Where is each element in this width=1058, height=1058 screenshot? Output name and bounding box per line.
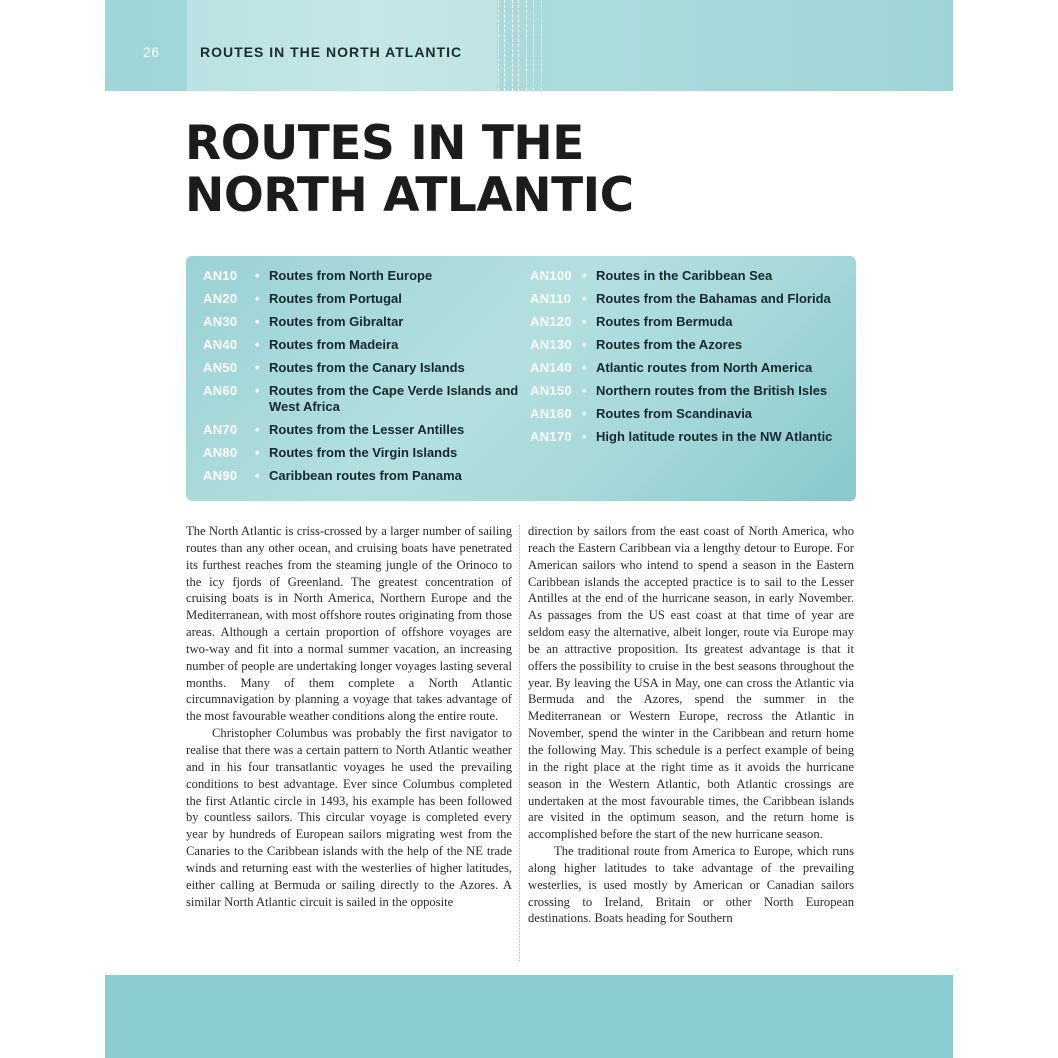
route-code: AN140 (530, 360, 572, 375)
page (105, 0, 953, 1058)
header-dash-line (498, 0, 499, 91)
bullet-icon: • (255, 337, 260, 352)
bullet-icon: • (255, 268, 260, 283)
route-label: Routes from the Lesser Antilles (269, 422, 465, 437)
route-index-item (203, 314, 523, 330)
route-index-item (203, 268, 523, 284)
bullet-icon: • (582, 337, 587, 352)
bullet-icon: • (582, 291, 587, 306)
header-dash-line (504, 0, 505, 91)
bullet-icon: • (255, 422, 260, 437)
route-code: AN10 (203, 268, 238, 283)
route-index-box (186, 256, 856, 501)
route-label: Routes from North Europe (269, 268, 433, 283)
route-index-item (203, 383, 523, 415)
route-label: Caribbean routes from Panama (269, 468, 462, 483)
bullet-icon: • (255, 360, 260, 375)
route-index-item (530, 314, 850, 330)
bullet-icon: • (255, 291, 260, 306)
route-index-item (530, 337, 850, 353)
bullet-icon: • (255, 445, 260, 460)
route-code: AN150 (530, 383, 572, 398)
route-label: Routes from the Virgin Islands (269, 445, 458, 460)
route-code: AN160 (530, 406, 572, 421)
header-dash-line (518, 0, 519, 91)
route-code: AN170 (530, 429, 572, 444)
chapter-title-line: NORTH ATLANTIC (185, 168, 634, 223)
route-label: Atlantic routes from North America (596, 360, 813, 375)
route-index-item (530, 268, 850, 284)
route-code: AN110 (530, 291, 572, 306)
route-label: Routes from the Canary Islands (269, 360, 465, 375)
header-dash-line (541, 0, 542, 91)
body-paragraph: The traditional route from America to Europe, which runs along higher latitudes to take advantage of the prevailing westerlies, is used mostly by American or Canadian sailors crossing to Ireland, Britain or other North European destinations. Boats heading for Southern (528, 844, 854, 926)
route-index-item (530, 429, 850, 445)
route-index-item (203, 422, 523, 438)
route-label: Routes from the Cape Verde Islands and West Africa (269, 383, 519, 414)
route-index-item (203, 360, 523, 376)
header-dash-line (526, 0, 527, 91)
bullet-icon: • (255, 383, 260, 398)
route-index-item (530, 406, 850, 422)
route-label: High latitude routes in the NW Atlantic (596, 429, 833, 444)
page-number: 26 (143, 44, 160, 60)
route-index-item (203, 468, 523, 484)
route-code: AN70 (203, 422, 238, 437)
column-divider (519, 525, 520, 961)
route-index-right-column (530, 268, 850, 452)
route-code: AN80 (203, 445, 238, 460)
route-code: AN20 (203, 291, 238, 306)
route-code: AN90 (203, 468, 238, 483)
route-index-item (203, 337, 523, 353)
route-index-item (530, 291, 850, 307)
route-label: Routes from the Azores (596, 337, 743, 352)
body-paragraph: The North Atlantic is criss-crossed by a larger number of sailing routes than any other ocean, and cruising boats have penetrated its furthest reaches from the steaming jungle of the Orinoco to the icy fjords of Greenland. The greatest concentration of cruising boats is in North America, Northern Europe and the Mediterranean, with most offshore routes originating from those areas. Although a certain proportion of offshore voyages are two-way and fit into a normal summer vacation, an increasing number of people are undertaking longer voyages lasting several months. Many of them complete a North Atlantic circumnavigation by planning a voyage that takes advantage of the most favourable weather conditions along the entire route. (186, 524, 512, 724)
page-header (105, 0, 953, 91)
route-code: AN30 (203, 314, 238, 329)
body-text-left-column (186, 523, 512, 910)
route-code: AN50 (203, 360, 238, 375)
bullet-icon: • (582, 429, 587, 444)
bullet-icon: • (582, 406, 587, 421)
route-index-item (530, 360, 850, 376)
route-index-left-column (203, 268, 523, 491)
route-index-item (530, 383, 850, 399)
bullet-icon: • (255, 314, 260, 329)
body-text-right-column (528, 523, 854, 927)
running-head: ROUTES IN THE NORTH ATLANTIC (200, 44, 463, 60)
route-index-item (203, 291, 523, 307)
chapter-title-line: ROUTES IN THE (185, 116, 584, 171)
route-label: Northern routes from the British Isles (596, 383, 828, 398)
route-label: Routes from the Bahamas and Florida (596, 291, 831, 306)
route-index-item (203, 445, 523, 461)
body-paragraph: Christopher Columbus was probably the first navigator to realise that there was a certain pattern to North Atlantic weather and in his four transatlantic voyages he used the prevailing conditions to best advantage. Ever since Columbus completed the first Atlantic circle in 1493, his example has been followed by countless sailors. This circular voyage is completed every year by hundreds of European sailors migrating west from the Canaries to the Caribbean islands with the help of the NE trade winds and returning east with the westerlies of higher latitudes, either calling at Bermuda or sailing directly to the Azores. A similar North Atlantic circuit is sailed in the opposite (186, 726, 512, 909)
route-label: Routes from Scandinavia (596, 406, 753, 421)
body-paragraph: direction by sailors from the east coast of North America, who reach the Eastern Caribbean via a lengthy detour to Europe. For American sailors who intend to spend a season in the Eastern Caribbean islands the accepted practice is to sail to the Lesser Antilles at the end of the hurricane season, in early November. As passages from the US east coast at that time of year are seldom easy the alternative, albeit longer, route via Europe may be an attractive proposition. Its greatest advantage is that it offers the possibility to cruise in the best seasons throughout the year. By leaving the USA in May, one can cross the Atlantic via Bermuda and the Azores, spend the summer in the Mediterranean or Western Europe, recross the Atlantic in November, spend the winter in the Caribbean and return home the following May. This schedule is a perfect example of being in the right place at the right time as it avoids the hurricane season in the Western Atlantic, both Atlantic crossings are undertaken at the most favourable times, the Caribbean islands are visited in the optimum season, and the return home is accomplished before the start of the new hurricane season. (528, 524, 854, 842)
page-footer-band (105, 975, 953, 1058)
route-label: Routes from Bermuda (596, 314, 733, 329)
route-code: AN130 (530, 337, 572, 352)
bullet-icon: • (255, 468, 260, 483)
bullet-icon: • (582, 360, 587, 375)
chapter-title (185, 118, 785, 222)
route-label: Routes from Portugal (269, 291, 402, 306)
header-dash-line (533, 0, 534, 91)
route-label: Routes from Gibraltar (269, 314, 404, 329)
route-code: AN120 (530, 314, 572, 329)
route-label: Routes from Madeira (269, 337, 399, 352)
route-label: Routes in the Caribbean Sea (596, 268, 773, 283)
bullet-icon: • (582, 383, 587, 398)
route-code: AN60 (203, 383, 238, 398)
route-code: AN100 (530, 268, 572, 283)
header-dash-line (512, 0, 513, 91)
bullet-icon: • (582, 268, 587, 283)
route-code: AN40 (203, 337, 238, 352)
bullet-icon: • (582, 314, 587, 329)
